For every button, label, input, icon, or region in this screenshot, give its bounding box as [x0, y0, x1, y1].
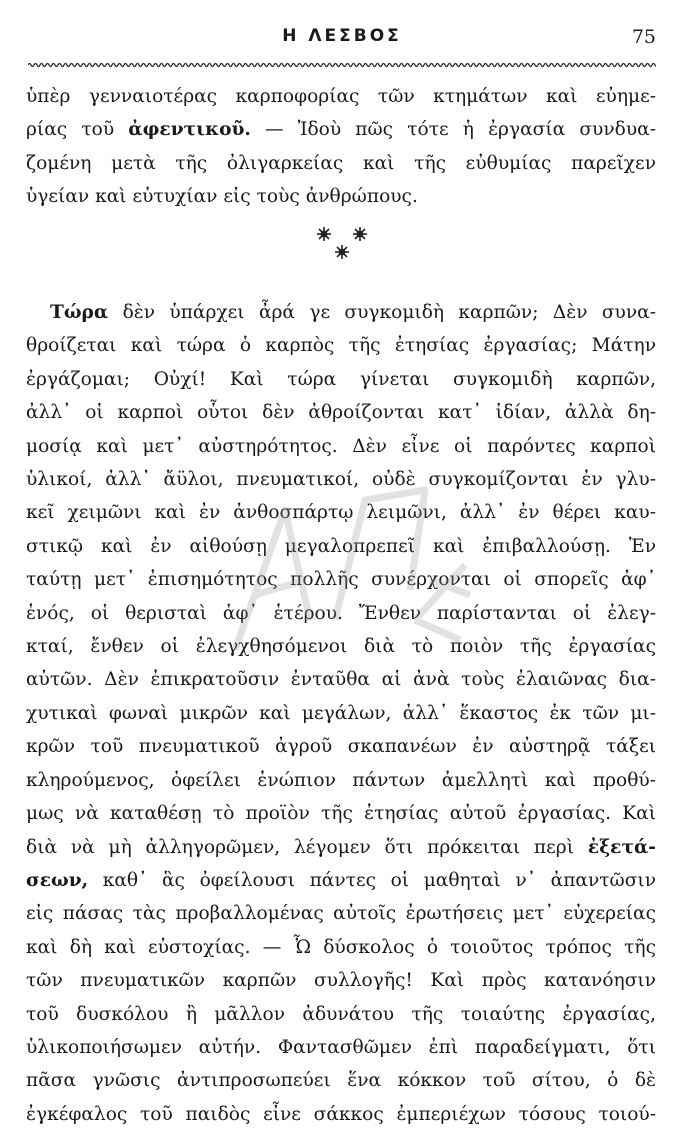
running-head: Η ΛΕΣΒΟΣ: [282, 26, 402, 46]
text-line: σεων, καθ᾽ ἃς ὀφείλουσι πάντες οἱ μαθηταὶ ν᾽ ἀπαντῶσιν: [26, 869, 657, 891]
text-line: μως νὰ καταθέσῃ τὸ προϊὸν τῆς ἐτησίας αὐτοῦ ἐργασίας. Καὶ: [26, 803, 656, 825]
text-line: στικῷ καὶ ἐν αἰθούσῃ μεγαλοπρεπεῖ καὶ ἐπιβαλλούσῃ. Ἐν: [26, 535, 656, 557]
text-line: ἐργάζομαι; Οὐχί! Καὶ τώρα γίνεται συγκομιδὴ καρπῶν,: [26, 368, 656, 390]
text-line: ἑνός, οἱ θερισταὶ ἀφ᾽ ἑτέρου. Ἔνθεν παρίστανται οἱ ἐλεγ-: [26, 602, 656, 624]
page-header: [28, 26, 656, 58]
text-line: ζομένη μετὰ τῆς ὀλιγαρκείας καὶ τῆς εὐθυμίας παρεῖχεν: [26, 152, 656, 174]
text-line: ταύτῃ μετ᾽ ἐπισημότητος πολλῆς συνέρχονται οἱ σπορεῖς ἀφ᾽: [26, 569, 656, 591]
text-line: μοσίᾳ καὶ μετ᾽ αὐστηρότητος. Δὲν εἶνε οἱ παρόντες καρποὶ: [26, 435, 656, 457]
asterism-ornament-icon: [0, 222, 684, 272]
text-line: ἐγκέφαλος τοῦ παιδὸς εἶνε σάκκος ἐμπεριέχων τόσους τοιού-: [26, 1103, 656, 1125]
text-line: κταί, ἔνθεν οἱ ἐλεγχθησόμενοι διὰ τὸ ποιὸν τῆς ἐργασίας: [26, 636, 656, 658]
text-line: Τώρα δὲν ὑπάρχει ἆρά γε συγκομιδὴ καρπῶν; Δὲν συνα-: [50, 302, 656, 323]
text-line: αὐτῶν. Δὲν ἐπικρατοῦσιν ἐνταῦθα αἱ ἀνὰ τοὺς ἐλαιῶνας δια-: [26, 669, 656, 691]
text-line: τοῦ δυσκόλου ἢ μᾶλλον ἀδυνάτου τῆς τοιαύτης ἐργασίας,: [26, 1003, 656, 1025]
bold-word: ἐξετά-: [587, 836, 656, 858]
text-line: ὑγείαν καὶ εὐτυχίαν εἰς τοὺς ἀνθρώπους.: [26, 186, 418, 208]
header-wavy-rule: [28, 62, 656, 68]
paragraph-1: [26, 80, 656, 214]
watermark-icon: [215, 470, 485, 670]
bold-word: ἀφεντικοῦ.: [128, 119, 251, 141]
paragraph-2: [26, 296, 656, 1131]
text-line: πᾶσα γνῶσις ἀντιπροσωπεύει ἕνα κόκκον τοῦ σίτου, ὁ δὲ: [26, 1070, 656, 1092]
text-line: καὶ δὴ καὶ εὐστοχίας. — Ὦ δύσκολος ὁ τοιοῦτος τρόπος τῆς: [26, 936, 656, 958]
text-line: ὑλικοί, ἀλλ᾽ ἄϋλοι, πνευματικοί, οὐδὲ συγκομίζονται ἐν γλυ-: [26, 469, 656, 491]
page-number: 75: [631, 26, 656, 48]
text-line: ἀλλ᾽ οἱ καρποὶ οὗτοι δὲν ἀθροίζονται κατ᾽ ἰδίαν, ἀλλὰ δη-: [26, 402, 656, 424]
text-line: κληρούμενος, ὀφείλει ἐνώπιον πάντων ἀμελλητὶ καὶ προθύ-: [26, 769, 656, 791]
text-line: θροίζεται καὶ τώρα ὁ καρπὸς τῆς ἐτησίας ἐργασίας; Μάτην: [26, 335, 656, 357]
text-line: ὑπὲρ γενναιοτέρας καρποφορίας τῶν κτημάτων καὶ εὐημε-: [26, 86, 656, 107]
text-line: ὑλικοποιήσωμεν αὐτήν. Φαντασθῶμεν ἐπὶ παραδείγματι, ὅτι: [26, 1036, 656, 1058]
text-line: κρῶν τοῦ πνευματικοῦ ἀγροῦ σκαπανέων ἐν αὐστηρᾷ τάξει: [26, 736, 656, 758]
text-line: χυτικαὶ φωναὶ μικρῶν καὶ μεγάλων, ἀλλ᾽ ἕκαστος ἐκ τῶν μι-: [26, 702, 656, 724]
text-line: ρίας τοῦ ἀφεντικοῦ. — Ἰδοὺ πῶς τότε ἡ ἐργασία συνδυα-: [26, 119, 656, 141]
text-line: τῶν πνευματικῶν καρπῶν συλλογῆς! Καὶ πρὸς κατανόησιν: [26, 970, 656, 992]
bold-word: σεων,: [26, 869, 89, 891]
text-line: εἰς πάσας τὰς προβαλλομένας αὐτοῖς ἐρωτήσεις μετ᾽ εὐχερείας: [26, 903, 656, 925]
text-line: κεῖ χειμῶνι καὶ ἐν ἀνθοσπάρτῳ λειμῶνι, ἀλλ᾽ ἐν θέρει καυ-: [26, 502, 656, 524]
lead-word: Τώρα: [50, 302, 109, 323]
text-line: διὰ νὰ μὴ ἀλληγορῶμεν, λέγομεν ὅτι πρόκειται περὶ ἐξετά-: [26, 836, 656, 858]
